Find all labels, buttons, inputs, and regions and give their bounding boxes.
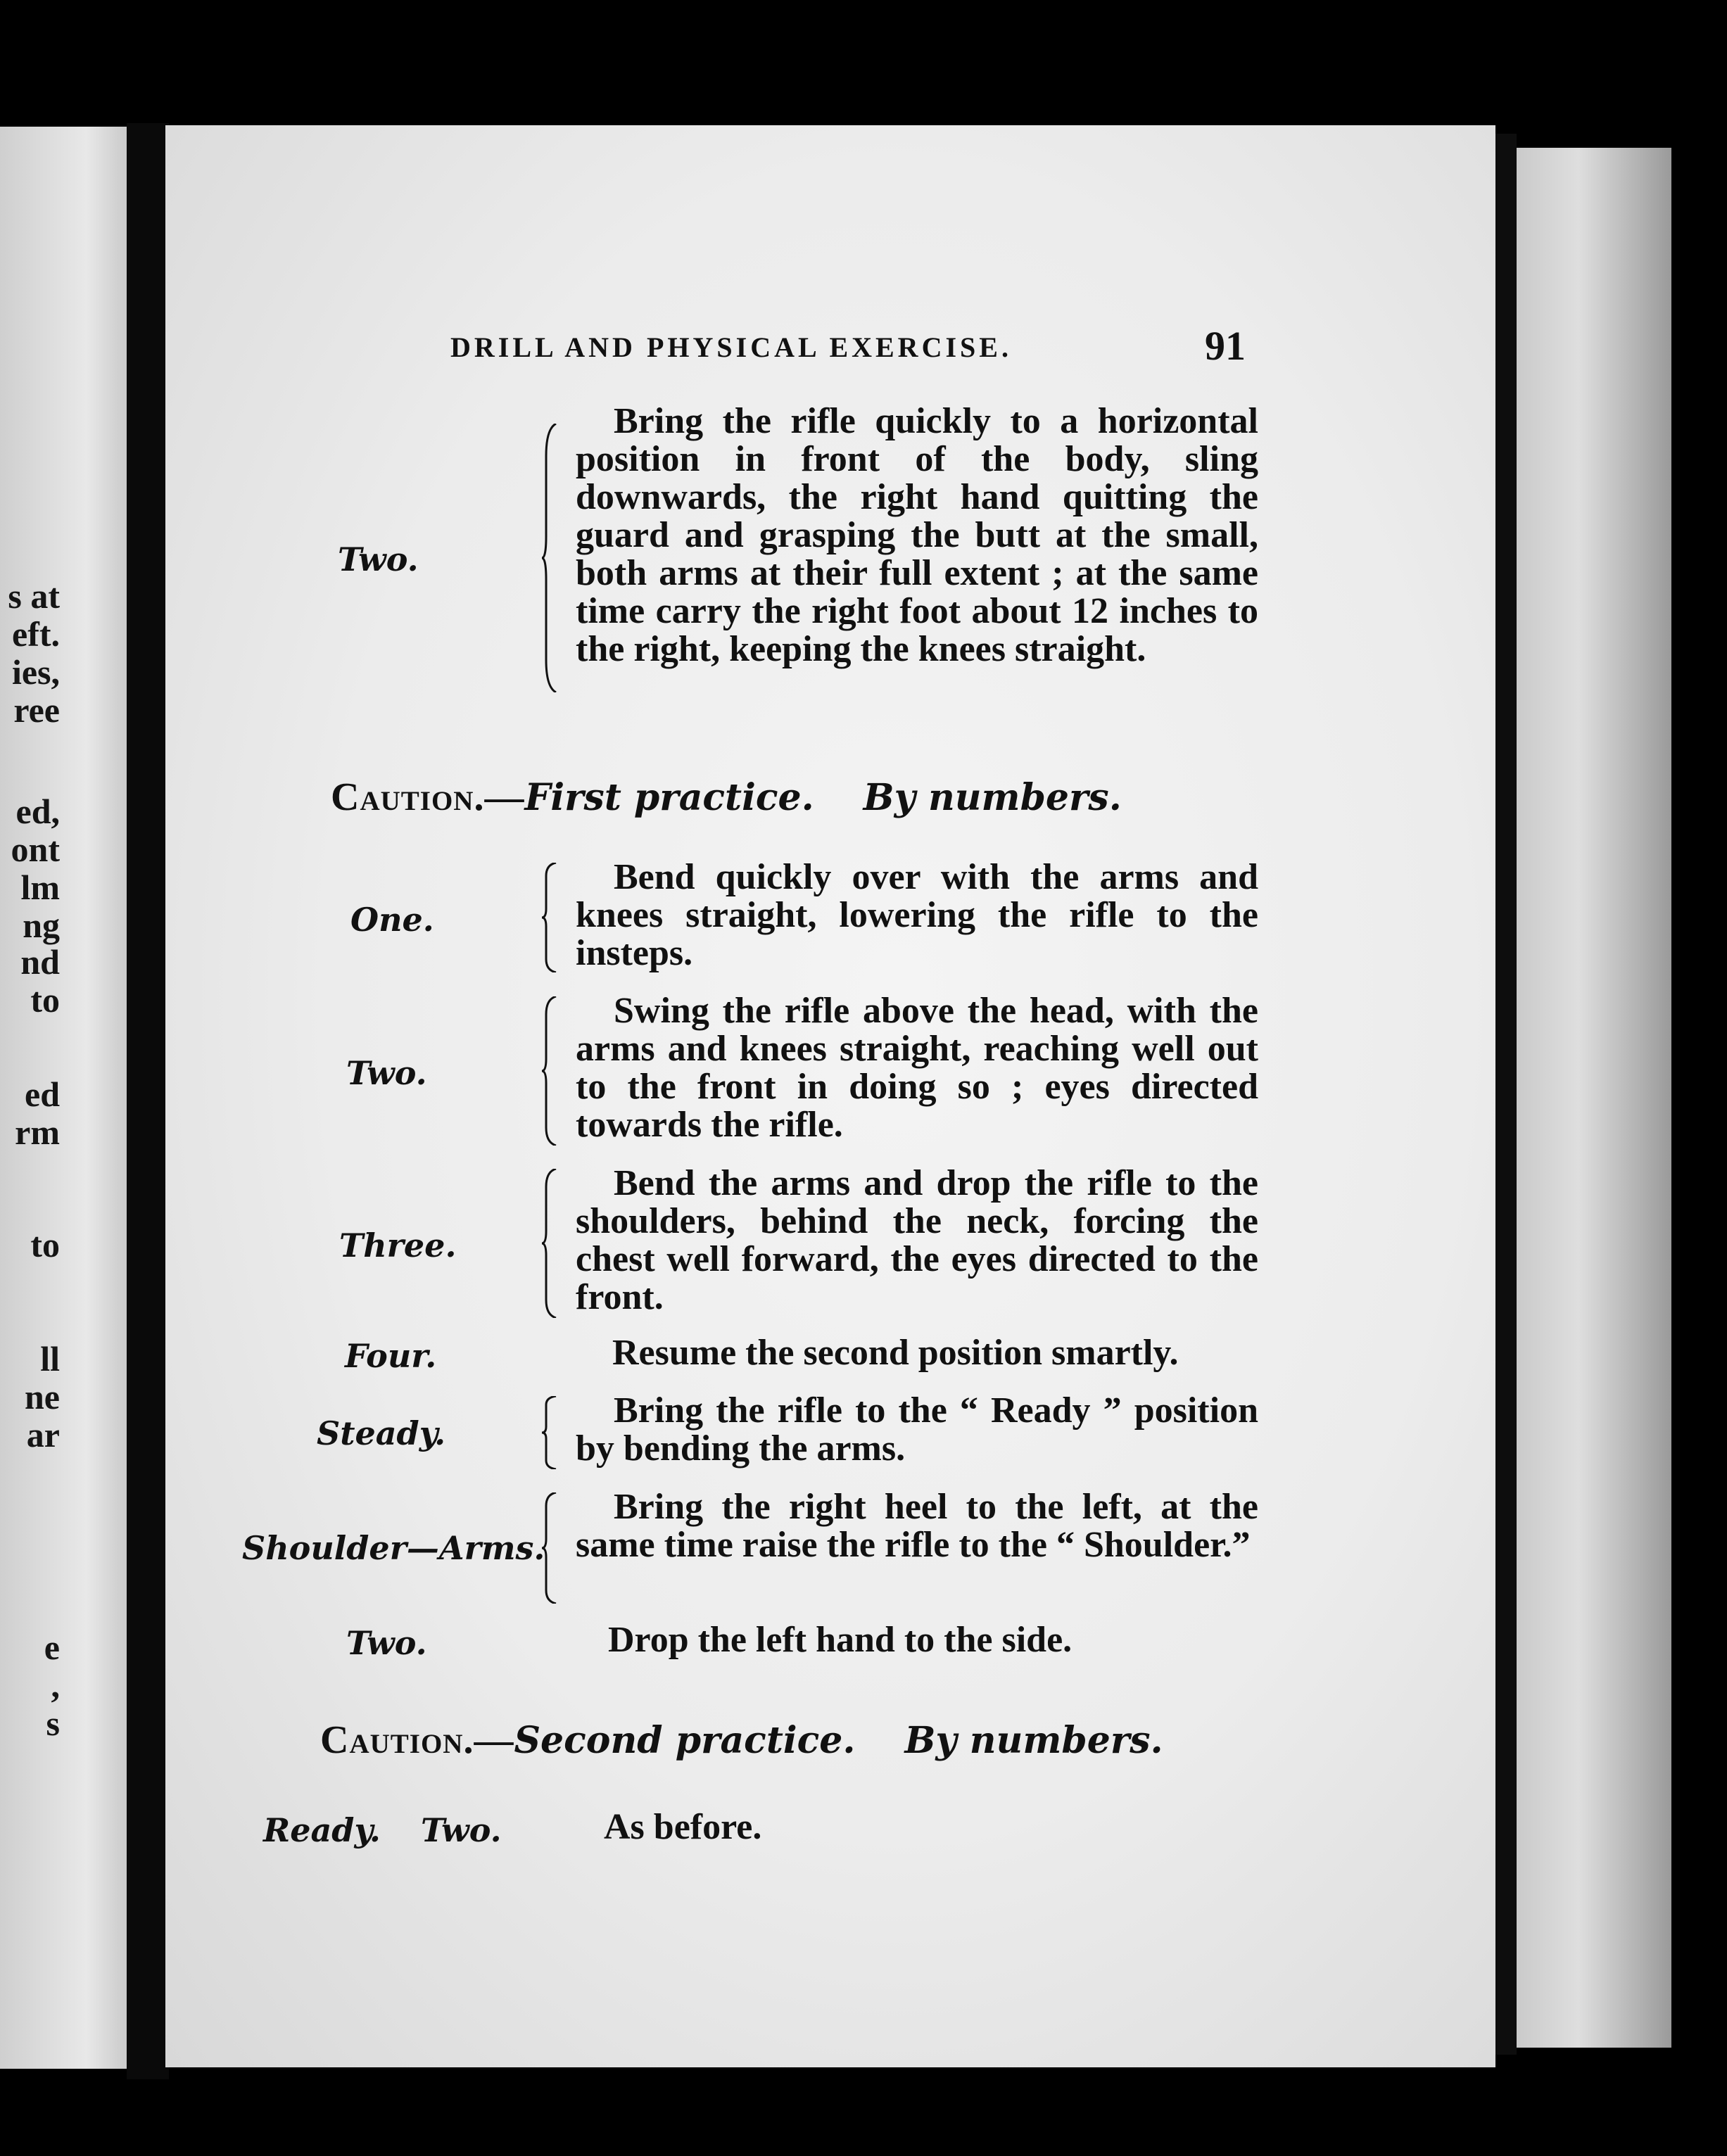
fragment-line: to <box>30 980 60 1020</box>
brace <box>542 863 557 972</box>
command-label: Two. <box>346 1624 427 1662</box>
caution-heading <box>331 774 1122 820</box>
previous-page-edge <box>0 127 144 2069</box>
fragment-line: lm <box>20 868 60 907</box>
by-numbers: By numbers. <box>904 1719 1163 1762</box>
exercise-entry <box>232 1334 1260 1376</box>
exercise-entry <box>232 1165 1260 1323</box>
exercise-description: Resume the second position smartly. <box>612 1333 1179 1373</box>
caution-word: Caution.— <box>331 775 525 819</box>
fragment-line: to <box>30 1225 60 1264</box>
fragment-line: rm <box>15 1112 60 1152</box>
exercise-entry <box>232 1808 1260 1851</box>
exercise-description: As before. <box>604 1807 762 1847</box>
by-numbers: By numbers. <box>863 776 1122 819</box>
exercise-entry <box>232 1392 1260 1473</box>
brace <box>542 1169 557 1318</box>
practice-name: First practice. <box>524 776 814 819</box>
caution-heading <box>320 1717 1163 1763</box>
page-number: 91 <box>1205 323 1246 369</box>
exercise-entry <box>232 992 1260 1150</box>
command-label: Shoulder—Arms. <box>242 1529 545 1567</box>
command-label: One. <box>350 901 434 939</box>
fragment-line: ar <box>26 1415 60 1454</box>
command-label: Two. <box>346 1054 427 1092</box>
brace <box>542 996 557 1146</box>
brace <box>542 1396 557 1469</box>
command-label: Steady. <box>317 1414 446 1452</box>
exercise-description: Bring the right heel to the left, at the same time raise the rifle to the “ Shoulder.” <box>576 1487 1258 1565</box>
fragment-line: ies, <box>11 652 60 692</box>
command-label: Ready. <box>263 1811 381 1849</box>
brace <box>542 424 557 692</box>
fragment-line: ed, <box>15 792 60 831</box>
fragment-line: ne <box>25 1377 60 1416</box>
command-label: Four. <box>345 1337 437 1375</box>
fragment-line: ll <box>40 1339 60 1378</box>
fragment-line: , <box>51 1666 60 1705</box>
next-page-edge <box>1517 148 1671 2048</box>
exercise-entry <box>232 1488 1260 1608</box>
command-label: Two. <box>421 1811 502 1849</box>
caution-word: Caution.— <box>320 1718 514 1762</box>
fragment-line: eft. <box>12 614 60 654</box>
exercise-description: Bring the rifle to the “ Ready ” position by bending the arms. <box>576 1390 1258 1469</box>
fragment-line: e <box>44 1628 60 1667</box>
fragment-line: s <box>46 1704 60 1743</box>
fragment-line: nd <box>20 942 60 982</box>
fragment-line: ree <box>13 690 60 730</box>
exercise-entry <box>232 858 1260 978</box>
header-title: DRILL AND PHYSICAL EXERCISE. <box>450 331 1012 363</box>
exercise-entry <box>232 1621 1260 1663</box>
exercise-entry <box>232 402 1260 712</box>
fragment-line: ont <box>11 830 60 869</box>
exercise-description: Bend quickly over with the arms and knees straight, lowering the rifle to the insteps. <box>576 857 1258 973</box>
exercise-description: Bend the arms and drop the rifle to the shoulders, behind the neck, forcing the chest well forward, the eyes directed to the front. <box>576 1163 1258 1317</box>
fragment-line: ng <box>23 906 60 945</box>
brace <box>542 1492 557 1604</box>
fragment-line: ed <box>25 1074 60 1114</box>
binding-gutter <box>127 123 169 2079</box>
exercise-description: Drop the left hand to the side. <box>608 1620 1073 1660</box>
exercise-description: Swing the rifle above the head, with the arms and knees straight, reaching well out to the front in doing so ; eyes directed towards the rifle. <box>576 991 1258 1145</box>
running-header <box>450 323 1246 369</box>
exercise-description: Bring the rifle quickly to a horizontal position in front of the body, sling downwards, the right hand quitting the guard and grasping the butt at the small, both arms at their full extent ; at the same time carry the right foot about 12 inches to the right, keeping the knees straight. <box>576 401 1258 669</box>
right-binding-edge <box>1495 134 1517 2055</box>
command-label: Three. <box>339 1226 457 1264</box>
command-label: Two. <box>338 540 419 578</box>
practice-name: Second practice. <box>514 1719 856 1762</box>
fragment-line: s at <box>8 576 60 616</box>
